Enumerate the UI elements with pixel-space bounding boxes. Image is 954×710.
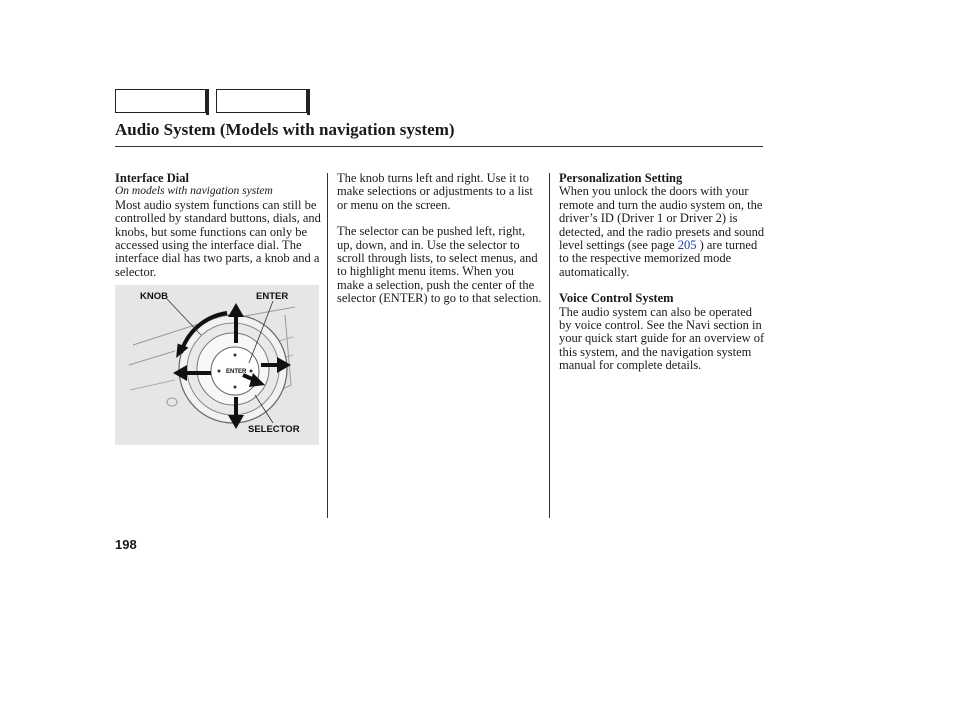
section-heading-voice-control: Voice Control System (559, 291, 674, 306)
interface-dial-illustration (115, 285, 319, 445)
title-rule (115, 146, 763, 147)
interface-dial-figure (115, 285, 319, 445)
selector-text: The selector can be pushed left, right, up, down, and in. Use the selector to scroll through lists, to select menus, and to highlight menu items. When you make a selection, push the center of the selector (ENTER) to go to that selection. (337, 224, 542, 306)
knob-label: KNOB (140, 291, 168, 302)
enter-label: ENTER (256, 291, 289, 302)
knob-text: The knob turns left and right. Use it to make selections or adjustments to a list or menu on the screen. (337, 171, 533, 212)
personalization-text-end: ) are turned to the respective memorized mode automatically. (559, 238, 758, 279)
nav-tab-box-1 (115, 89, 206, 113)
interface-dial-text: Most audio system functions can still be controlled by standard buttons, dials, and knobs, but some functions can only be accessed using the interface dial. The interface dial has two parts, a knob and a selector. (115, 197, 321, 279)
personalization-text-start: When you unlock the doors with your remote and turn the audio system on, the driver’s ID (Driver 1 or Driver 2) is detected, and the radio presets and sound level settings (see page (559, 184, 765, 253)
column-interface-dial (115, 172, 321, 279)
column-divider-2 (549, 173, 550, 518)
page-title: Audio System (Models with navigation system) (115, 120, 455, 139)
dial-center-label: ENTER (226, 369, 247, 375)
page-number: 198 (115, 537, 137, 552)
personalization-text (559, 185, 765, 279)
section-heading-interface-dial: Interface Dial (115, 171, 189, 185)
selector-label: SELECTOR (248, 424, 300, 435)
section-heading-personalization: Personalization Setting (559, 171, 683, 185)
voice-control-text: The audio system can also be operated by voice control. See the Navi section in your quick start guide for an overview of this system, and the navigation system manual for complete details. (559, 304, 765, 373)
nav-tab-box-2 (216, 89, 307, 113)
section-subheading: On models with navigation system (115, 185, 273, 198)
column-personalization-voice (559, 172, 765, 373)
column-divider-1 (327, 173, 328, 518)
page-205-link[interactable]: 205 (677, 238, 697, 253)
column-knob-selector (337, 172, 543, 306)
